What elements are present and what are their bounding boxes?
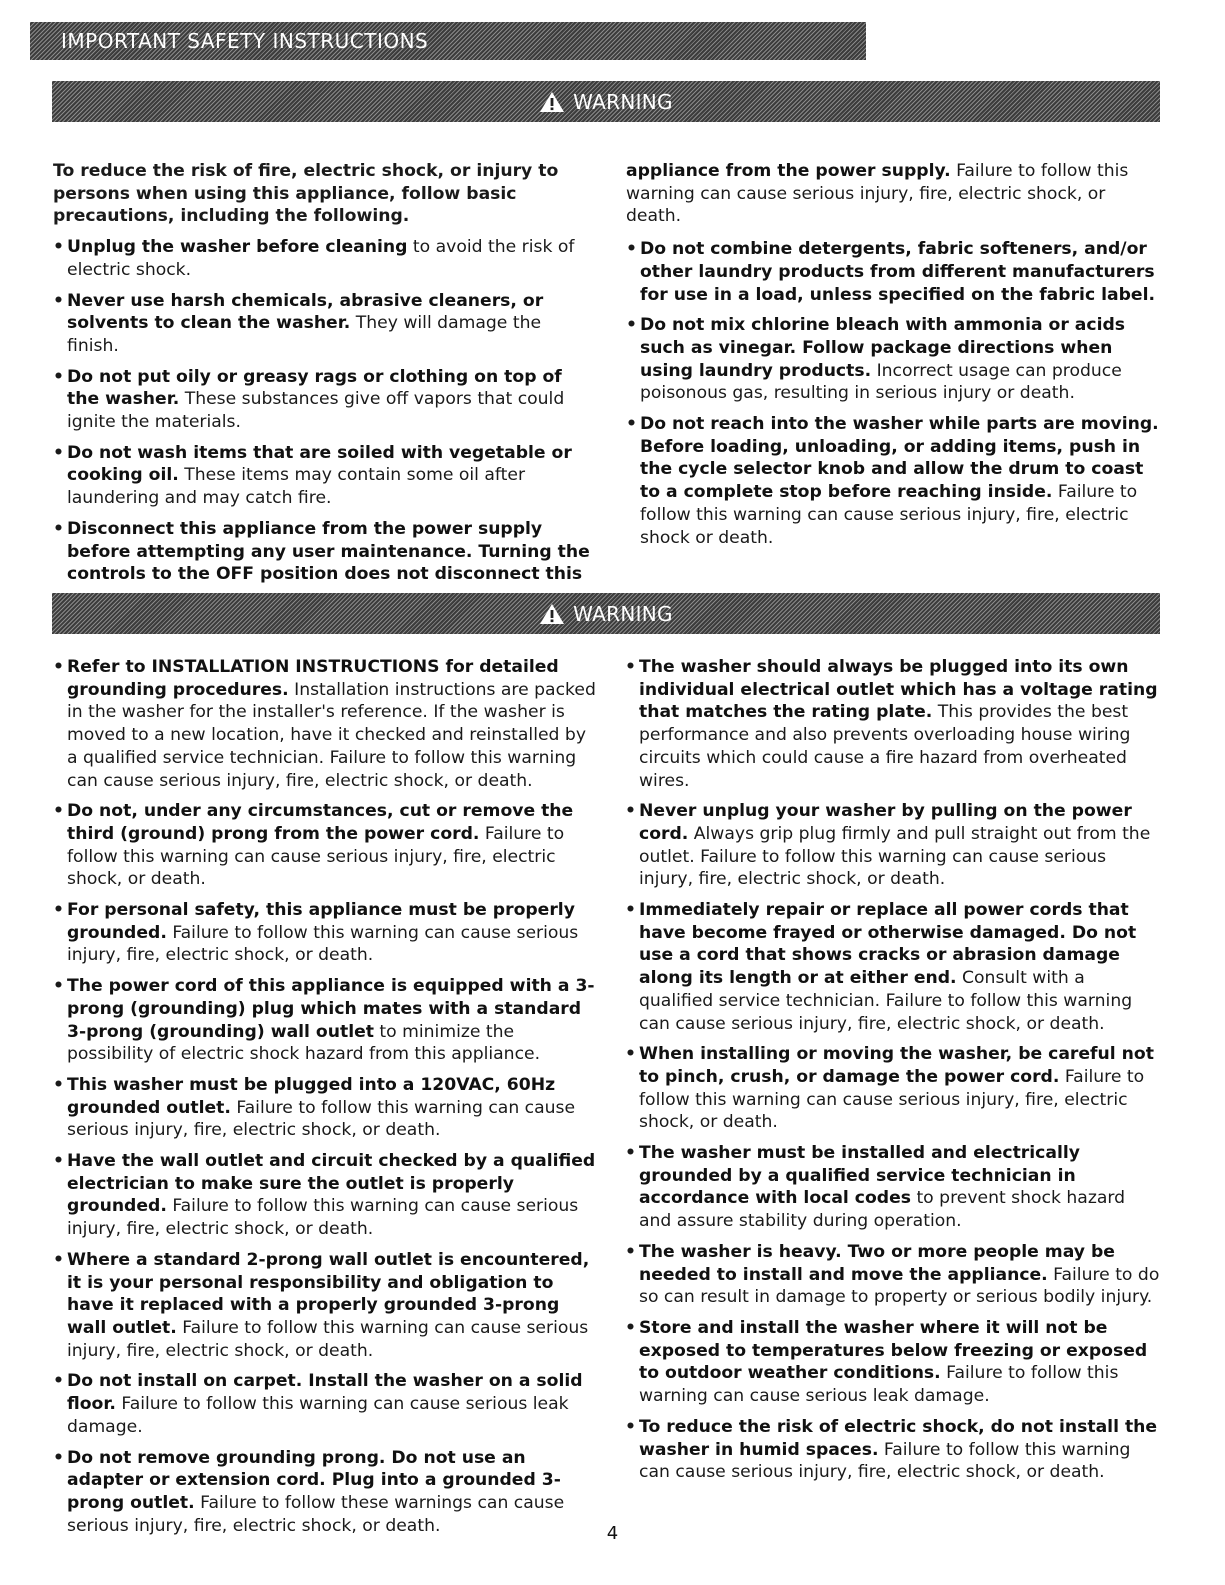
bullet-marker: • <box>53 518 64 539</box>
warning-triangle-icon <box>539 603 565 625</box>
bullet-bold-text: The washer must be installed and electrically grounded by a qualified service technician in accordance with local codes <box>639 1143 1080 1209</box>
bullet-item <box>626 314 1161 405</box>
warning1-left-column <box>53 160 593 594</box>
bullet-bold-text: Do not reach into the washer while parts are moving. Before loading, unloading, or adding items, push in the cycle selector knob and allow the drum to coast to a complete stop before reaching inside. <box>640 414 1159 503</box>
bullet-text: They will damage the finish. <box>67 313 542 356</box>
bullet-marker: • <box>625 1241 636 1262</box>
bullet-marker: • <box>626 315 637 336</box>
bullet-marker: • <box>53 1074 64 1095</box>
bullet-marker: • <box>53 237 64 258</box>
bullet-text: to minimize the possibility of electric shock hazard from this appliance. <box>67 1021 541 1065</box>
bullet-bold-text: The power cord of this appliance is equipped with a 3-prong (grounding) plug which mates with a standard 3-prong (grounding) wall outlet <box>67 976 595 1042</box>
bullet-bold-text: Do not remove grounding prong. Do not use an adapter or extension cord. Plug into a grounded 3-prong outlet. <box>67 1447 561 1513</box>
bullet-item <box>53 656 596 792</box>
continued-text: Failure to follow this warning can cause serious injury, fire, electric shock, or death. <box>626 161 1129 227</box>
bullet-bold-text: Refer to INSTALLATION INSTRUCTIONS for detailed grounding procedures. <box>67 657 559 700</box>
bullet-text: Failure to follow this warning can cause serious injury, fire, electric shock, or death. <box>639 1066 1145 1133</box>
bullet-item <box>53 1370 596 1438</box>
bullet-bold-text: Do not install on carpet. Install the washer on a solid floor. <box>67 1371 583 1415</box>
bullet-bold-text: Immediately repair or replace all power cords that have become frayed or otherwise damaged. Do not use a cord that shows cracks or abrasion damage along its length or at either end. <box>639 900 1137 989</box>
warning-label: WARNING <box>573 601 673 626</box>
bullet-text: to avoid the risk of electric shock. <box>67 237 575 280</box>
bullet-marker: • <box>625 801 636 822</box>
page-title: IMPORTANT SAFETY INSTRUCTIONS <box>61 29 429 53</box>
bullet-item <box>53 442 593 510</box>
bullet-marker: • <box>625 657 636 677</box>
bullet-bold-text: The washer should always be plugged into its own individual electrical outlet which has a voltage rating that matches the rating plate. <box>639 657 1158 723</box>
bullet-bold-text: Do not put oily or greasy rags or clothing on top of the washer. <box>67 366 562 410</box>
bullet-bold-text: To reduce the risk of electric shock, do not install the washer in humid spaces. <box>639 1416 1158 1460</box>
bullet-item <box>53 975 596 1066</box>
bullet-item <box>625 1043 1160 1134</box>
bullet-item <box>625 656 1160 792</box>
bullet-text: Incorrect usage can produce poisonous gas, resulting in serious injury or death. <box>640 360 1122 404</box>
bullet-bold-text: Never unplug your washer by pulling on the power cord. <box>639 801 1132 844</box>
item-list <box>53 656 596 1537</box>
bullet-text: Failure to follow these warnings can cause serious injury, fire, electric shock, or death. <box>67 1492 565 1536</box>
bullet-item <box>626 238 1161 306</box>
bullet-marker: • <box>625 1416 636 1437</box>
continued-paragraph <box>626 160 1161 228</box>
warning-banner <box>52 81 1160 122</box>
bullet-text: This provides the best performance and also prevents overloading house wiring circuits which could cause a fire hazard from overheated wires. <box>639 702 1131 791</box>
bullet-text: Failure to follow this warning can cause serious injury, fire, electric shock, or death. <box>67 1196 579 1240</box>
bullet-bold-text: Do not mix chlorine bleach with ammonia or acids such as vinegar. Follow package directions when using laundry products. <box>640 315 1126 381</box>
bullet-text: Failure to follow this warning can cause serious injury, fire, electric shock, or death. <box>67 922 579 966</box>
bullet-marker: • <box>53 1151 64 1172</box>
bullet-text: Failure to follow this warning can cause serious injury, fire, electric shock, or death. <box>639 1439 1131 1483</box>
bullet-bold-text: Never use harsh chemicals, abrasive cleaners, or solvents to clean the washer. <box>67 290 544 334</box>
bullet-text: Failure to follow this warning can cause serious leak damage. <box>639 1363 1119 1407</box>
bullet-text: Consult with a qualified service technician. Failure to follow this warning can cause serious injury, fire, electric shock, or death. <box>639 968 1133 1034</box>
bullet-bold-text: Do not combine detergents, fabric softeners, and/or other laundry products from different manufacturers for use in a load, unless specified on the fabric label. <box>640 239 1155 305</box>
bullet-marker: • <box>53 976 64 997</box>
bullet-item <box>53 290 593 358</box>
bullet-text: Always grip plug firmly and pull straight out from the outlet. Failure to follow this warning can cause serious injury, fire, electric shock, or death. <box>639 823 1151 890</box>
item-list <box>626 238 1161 549</box>
bullet-marker: • <box>53 801 64 822</box>
bullet-marker: • <box>625 1044 636 1065</box>
bullet-text: These items may contain some oil after laundering and may catch fire. <box>67 465 526 509</box>
bullet-item <box>53 1249 596 1363</box>
bullet-item <box>53 366 593 434</box>
bullet-bold-text: Do not wash items that are soiled with vegetable or cooking oil. <box>67 442 572 486</box>
bullet-item <box>53 1150 596 1241</box>
intro-text: To reduce the risk of fire, electric shock, or injury to persons when using this appliance, follow basic precautions, including the following. <box>53 161 559 227</box>
bullet-marker: • <box>625 1317 636 1338</box>
bullet-bold-text: Unplug the washer before cleaning <box>67 237 408 258</box>
bullet-bold-text: When installing or moving the washer, be careful not to pinch, crush, or damage the power cord. <box>639 1044 1154 1087</box>
bullet-item <box>625 1142 1160 1233</box>
bullet-marker: • <box>625 900 636 921</box>
bullet-text: Failure to follow this warning can cause serious injury, fire, electric shock, or death. <box>67 1317 589 1361</box>
page-number: 4 <box>606 1523 619 1544</box>
bullet-item <box>53 518 593 586</box>
bullet-item <box>625 899 1160 1035</box>
bullet-marker: • <box>53 1249 64 1270</box>
bullet-item <box>625 1241 1160 1309</box>
bullet-text: Installation instructions are packed in the washer for the installer's reference. If the washer is moved to a new location, have it checked and reinstalled by a qualified service technician. Failure to follow this warning can cause serious injury, fire, electric shock, or death. <box>67 679 596 791</box>
bullet-bold-text: For personal safety, this appliance must be properly grounded. <box>67 900 575 943</box>
bullet-marker: • <box>626 414 637 435</box>
bullet-marker: • <box>53 366 64 387</box>
bullet-item <box>626 413 1161 549</box>
bullet-text: Failure to follow this warning can cause serious injury, fire, electric shock or death. <box>640 482 1138 548</box>
bullet-text: Failure to follow this warning can cause serious injury, fire, electric shock, or death. <box>67 1097 576 1141</box>
item-list <box>625 656 1160 1484</box>
warning-label: WARNING <box>573 89 673 114</box>
section-title-bar <box>30 22 866 60</box>
bullet-item <box>625 800 1160 891</box>
bullet-bold-text: The washer is heavy. Two or more people may be needed to install and move the appliance. <box>639 1241 1115 1285</box>
bullet-text: Failure to do so can result in damage to property or serious bodily injury. <box>639 1264 1160 1308</box>
bullet-marker: • <box>53 900 64 921</box>
bullet-bold-text: Where a standard 2-prong wall outlet is encountered, it is your personal responsibility and obligation to have it replaced with a properly grounded 3-prong wall outlet. <box>67 1249 590 1338</box>
bullet-item <box>625 1416 1160 1484</box>
bullet-text: Failure to follow this warning can cause serious leak damage. <box>67 1394 569 1437</box>
warning1-right-column <box>626 160 1161 557</box>
bullet-marker: • <box>53 442 64 463</box>
bullet-bold-text: Have the wall outlet and circuit checked by a qualified electrician to make sure the outlet is properly grounded. <box>67 1151 596 1217</box>
item-list <box>53 236 593 586</box>
bullet-item <box>625 1317 1160 1408</box>
bullet-marker: • <box>53 290 64 311</box>
warning2-right-column <box>625 656 1160 1492</box>
warning-banner <box>52 593 1160 634</box>
warning-triangle-icon <box>539 91 565 113</box>
bullet-item <box>53 899 596 967</box>
bullet-item <box>53 1074 596 1142</box>
continued-bold-text: appliance from the power supply. <box>626 161 951 181</box>
bullet-marker: • <box>626 239 637 260</box>
bullet-item <box>53 800 596 891</box>
bullet-marker: • <box>625 1143 636 1164</box>
bullet-text: These substances give off vapors that could ignite the materials. <box>67 389 565 433</box>
bullet-bold-text: Store and install the washer where it will not be exposed to temperatures below freezing or exposed to outdoor weather conditions. <box>639 1317 1148 1384</box>
bullet-bold-text: Do not, under any circumstances, cut or remove the third (ground) prong from the power cord. <box>67 801 574 844</box>
bullet-marker: • <box>53 1447 64 1468</box>
bullet-text: Failure to follow this warning can cause serious injury, fire, electric shock, or death. <box>67 823 565 890</box>
bullet-text: to prevent shock hazard and assure stability during operation. <box>639 1188 1126 1232</box>
bullet-item <box>53 236 593 281</box>
bullet-bold-text: Disconnect this appliance from the power supply before attempting any user maintenance. Turning the controls to the OFF position does not disconnect this <box>67 518 590 585</box>
bullet-bold-text: This washer must be plugged into a 120VAC, 60Hz grounded outlet. <box>67 1074 556 1118</box>
warning2-left-column <box>53 656 596 1545</box>
bullet-marker: • <box>53 657 64 677</box>
bullet-marker: • <box>53 1371 64 1392</box>
